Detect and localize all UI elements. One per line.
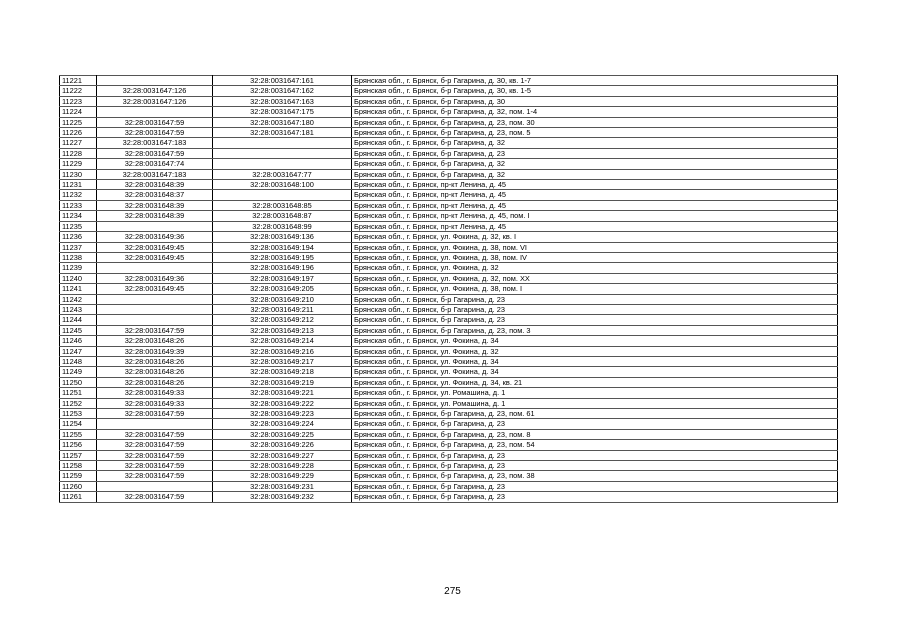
parent-cadastral-number-cell: 32:28:0031649:45	[97, 252, 213, 262]
parent-cadastral-number-cell: 32:28:0031647:59	[97, 440, 213, 450]
address-cell: Брянская обл., г. Брянск, б-р Гагарина, д. 23	[352, 461, 838, 471]
address-cell: Брянская обл., г. Брянск, б-р Гагарина, д. 23	[352, 450, 838, 460]
cadastral-number-cell: 32:28:0031649:205	[213, 284, 352, 294]
parent-cadastral-number-cell: 32:28:0031649:36	[97, 273, 213, 283]
table-row	[60, 128, 838, 138]
cadastral-number-cell: 32:28:0031649:194	[213, 242, 352, 252]
row-number-cell: 11247	[60, 346, 97, 356]
table-row	[60, 107, 838, 117]
cadastral-number-cell: 32:28:0031649:196	[213, 263, 352, 273]
address-cell: Брянская обл., г. Брянск, б-р Гагарина, д. 32	[352, 138, 838, 148]
address-cell: Брянская обл., г. Брянск, пр-кт Ленина, д. 45	[352, 190, 838, 200]
cadastral-number-cell: 32:28:0031649:218	[213, 367, 352, 377]
cadastral-number-cell: 32:28:0031648:99	[213, 221, 352, 231]
table-row	[60, 294, 838, 304]
address-cell: Брянская обл., г. Брянск, б-р Гагарина, д. 32, пом. 1-4	[352, 107, 838, 117]
row-number-cell: 11232	[60, 190, 97, 200]
parent-cadastral-number-cell: 32:28:0031648:26	[97, 356, 213, 366]
row-number-cell: 11241	[60, 284, 97, 294]
cadastral-number-cell: 32:28:0031649:231	[213, 481, 352, 491]
address-cell: Брянская обл., г. Брянск, пр-кт Ленина, д. 45, пом. I	[352, 211, 838, 221]
registry-table	[59, 75, 838, 503]
cadastral-number-cell: 32:28:0031649:213	[213, 325, 352, 335]
row-number-cell: 11227	[60, 138, 97, 148]
table-row	[60, 429, 838, 439]
parent-cadastral-number-cell: 32:28:0031647:183	[97, 138, 213, 148]
cadastral-number-cell: 32:28:0031647:162	[213, 86, 352, 96]
row-number-cell: 11254	[60, 419, 97, 429]
parent-cadastral-number-cell: 32:28:0031647:59	[97, 450, 213, 460]
cadastral-number-cell: 32:28:0031649:195	[213, 252, 352, 262]
table-row	[60, 409, 838, 419]
table-row	[60, 315, 838, 325]
address-cell: Брянская обл., г. Брянск, б-р Гагарина, д. 23, пом. 30	[352, 117, 838, 127]
parent-cadastral-number-cell: 32:28:0031649:36	[97, 232, 213, 242]
row-number-cell: 11250	[60, 377, 97, 387]
cadastral-number-cell: 32:28:0031649:221	[213, 388, 352, 398]
address-cell: Брянская обл., г. Брянск, ул. Ромашина, д. 1	[352, 398, 838, 408]
table-row	[60, 148, 838, 158]
row-number-cell: 11228	[60, 148, 97, 158]
parent-cadastral-number-cell: 32:28:0031647:59	[97, 471, 213, 481]
table-row	[60, 304, 838, 314]
row-number-cell: 11251	[60, 388, 97, 398]
page-number: 275	[444, 586, 461, 597]
row-number-cell: 11240	[60, 273, 97, 283]
table-row	[60, 190, 838, 200]
row-number-cell: 11260	[60, 481, 97, 491]
cadastral-number-cell: 32:28:0031649:212	[213, 315, 352, 325]
parent-cadastral-number-cell: 32:28:0031649:33	[97, 398, 213, 408]
row-number-cell: 11243	[60, 304, 97, 314]
parent-cadastral-number-cell	[97, 76, 213, 86]
table-row	[60, 346, 838, 356]
table-row	[60, 263, 838, 273]
cadastral-number-cell: 32:28:0031649:228	[213, 461, 352, 471]
cadastral-number-cell: 32:28:0031649:222	[213, 398, 352, 408]
row-number-cell: 11246	[60, 336, 97, 346]
address-cell: Брянская обл., г. Брянск, б-р Гагарина, д. 23	[352, 148, 838, 158]
row-number-cell: 11259	[60, 471, 97, 481]
row-number-cell: 11248	[60, 356, 97, 366]
parent-cadastral-number-cell: 32:28:0031648:39	[97, 180, 213, 190]
address-cell: Брянская обл., г. Брянск, ул. Фокина, д. 34	[352, 356, 838, 366]
address-cell: Брянская обл., г. Брянск, б-р Гагарина, д. 23	[352, 294, 838, 304]
parent-cadastral-number-cell: 32:28:0031647:126	[97, 96, 213, 106]
parent-cadastral-number-cell: 32:28:0031648:39	[97, 200, 213, 210]
parent-cadastral-number-cell	[97, 481, 213, 491]
table-row	[60, 440, 838, 450]
address-cell: Брянская обл., г. Брянск, б-р Гагарина, д. 32	[352, 169, 838, 179]
address-cell: Брянская обл., г. Брянск, б-р Гагарина, д. 32	[352, 159, 838, 169]
parent-cadastral-number-cell: 32:28:0031649:39	[97, 346, 213, 356]
table-row	[60, 180, 838, 190]
address-cell: Брянская обл., г. Брянск, б-р Гагарина, д. 30, кв. 1-5	[352, 86, 838, 96]
table-row	[60, 492, 838, 502]
cadastral-number-cell: 32:28:0031649:197	[213, 273, 352, 283]
cadastral-number-cell	[213, 138, 352, 148]
address-cell: Брянская обл., г. Брянск, ул. Фокина, д. 32, кв. I	[352, 232, 838, 242]
table-row	[60, 232, 838, 242]
address-cell: Брянская обл., г. Брянск, б-р Гагарина, д. 30	[352, 96, 838, 106]
cadastral-number-cell: 32:28:0031649:136	[213, 232, 352, 242]
parent-cadastral-number-cell	[97, 263, 213, 273]
address-cell: Брянская обл., г. Брянск, пр-кт Ленина, д. 45	[352, 180, 838, 190]
parent-cadastral-number-cell: 32:28:0031647:59	[97, 409, 213, 419]
parent-cadastral-number-cell: 32:28:0031647:59	[97, 492, 213, 502]
parent-cadastral-number-cell: 32:28:0031649:45	[97, 284, 213, 294]
address-cell: Брянская обл., г. Брянск, б-р Гагарина, д. 23, пом. 38	[352, 471, 838, 481]
parent-cadastral-number-cell: 32:28:0031647:59	[97, 117, 213, 127]
row-number-cell: 11256	[60, 440, 97, 450]
table-row	[60, 169, 838, 179]
cadastral-number-cell: 32:28:0031649:229	[213, 471, 352, 481]
row-number-cell: 11226	[60, 128, 97, 138]
address-cell: Брянская обл., г. Брянск, пр-кт Ленина, д. 45	[352, 200, 838, 210]
table-row	[60, 388, 838, 398]
table-row	[60, 86, 838, 96]
table-row	[60, 450, 838, 460]
row-number-cell: 11223	[60, 96, 97, 106]
cadastral-number-cell	[213, 148, 352, 158]
table-row	[60, 284, 838, 294]
table-row	[60, 221, 838, 231]
table-row	[60, 471, 838, 481]
parent-cadastral-number-cell	[97, 315, 213, 325]
cadastral-number-cell: 32:28:0031647:181	[213, 128, 352, 138]
cadastral-number-cell: 32:28:0031648:87	[213, 211, 352, 221]
address-cell: Брянская обл., г. Брянск, б-р Гагарина, д. 23	[352, 492, 838, 502]
address-cell: Брянская обл., г. Брянск, ул. Фокина, д. 38, пом. IV	[352, 252, 838, 262]
row-number-cell: 11231	[60, 180, 97, 190]
address-cell: Брянская обл., г. Брянск, б-р Гагарина, д. 23	[352, 481, 838, 491]
cadastral-number-cell: 32:28:0031649:211	[213, 304, 352, 314]
row-number-cell: 11252	[60, 398, 97, 408]
address-cell: Брянская обл., г. Брянск, б-р Гагарина, д. 23, пом. 8	[352, 429, 838, 439]
address-cell: Брянская обл., г. Брянск, ул. Фокина, д. 32	[352, 263, 838, 273]
table-row	[60, 367, 838, 377]
parent-cadastral-number-cell	[97, 419, 213, 429]
cadastral-number-cell: 32:28:0031647:77	[213, 169, 352, 179]
address-cell: Брянская обл., г. Брянск, ул. Фокина, д. 38, пом. VI	[352, 242, 838, 252]
parent-cadastral-number-cell	[97, 221, 213, 231]
row-number-cell: 11244	[60, 315, 97, 325]
row-number-cell: 11229	[60, 159, 97, 169]
cadastral-number-cell: 32:28:0031649:227	[213, 450, 352, 460]
cadastral-number-cell: 32:28:0031649:214	[213, 336, 352, 346]
row-number-cell: 11221	[60, 76, 97, 86]
row-number-cell: 11224	[60, 107, 97, 117]
cadastral-number-cell: 32:28:0031649:223	[213, 409, 352, 419]
table-row	[60, 138, 838, 148]
cadastral-number-cell: 32:28:0031649:224	[213, 419, 352, 429]
row-number-cell: 11230	[60, 169, 97, 179]
row-number-cell: 11242	[60, 294, 97, 304]
parent-cadastral-number-cell: 32:28:0031647:59	[97, 325, 213, 335]
address-cell: Брянская обл., г. Брянск, ул. Фокина, д. 38, пом. I	[352, 284, 838, 294]
table-row	[60, 461, 838, 471]
table-row	[60, 356, 838, 366]
row-number-cell: 11239	[60, 263, 97, 273]
table-row	[60, 398, 838, 408]
row-number-cell: 11234	[60, 211, 97, 221]
cadastral-number-cell: 32:28:0031648:85	[213, 200, 352, 210]
row-number-cell: 11225	[60, 117, 97, 127]
cadastral-number-cell: 32:28:0031649:226	[213, 440, 352, 450]
address-cell: Брянская обл., г. Брянск, б-р Гагарина, д. 30, кв. 1-7	[352, 76, 838, 86]
parent-cadastral-number-cell: 32:28:0031648:37	[97, 190, 213, 200]
cadastral-number-cell: 32:28:0031648:100	[213, 180, 352, 190]
address-cell: Брянская обл., г. Брянск, ул. Фокина, д. 32	[352, 346, 838, 356]
cadastral-number-cell: 32:28:0031647:175	[213, 107, 352, 117]
cadastral-number-cell	[213, 159, 352, 169]
parent-cadastral-number-cell: 32:28:0031648:26	[97, 336, 213, 346]
row-number-cell: 11222	[60, 86, 97, 96]
address-cell: Брянская обл., г. Брянск, пр-кт Ленина, д. 45	[352, 221, 838, 231]
parent-cadastral-number-cell: 32:28:0031648:26	[97, 377, 213, 387]
address-cell: Брянская обл., г. Брянск, ул. Ромашина, д. 1	[352, 388, 838, 398]
address-cell: Брянская обл., г. Брянск, б-р Гагарина, д. 23, пом. 3	[352, 325, 838, 335]
row-number-cell: 11255	[60, 429, 97, 439]
address-cell: Брянская обл., г. Брянск, ул. Фокина, д. 34, кв. 21	[352, 377, 838, 387]
parent-cadastral-number-cell	[97, 107, 213, 117]
table-row	[60, 481, 838, 491]
row-number-cell: 11249	[60, 367, 97, 377]
parent-cadastral-number-cell	[97, 304, 213, 314]
parent-cadastral-number-cell: 32:28:0031649:45	[97, 242, 213, 252]
row-number-cell: 11237	[60, 242, 97, 252]
address-cell: Брянская обл., г. Брянск, ул. Фокина, д. 34	[352, 367, 838, 377]
row-number-cell: 11238	[60, 252, 97, 262]
parent-cadastral-number-cell: 32:28:0031648:26	[97, 367, 213, 377]
row-number-cell: 11245	[60, 325, 97, 335]
cadastral-number-cell	[213, 190, 352, 200]
cadastral-number-cell: 32:28:0031649:210	[213, 294, 352, 304]
table-row	[60, 419, 838, 429]
parent-cadastral-number-cell	[97, 294, 213, 304]
address-cell: Брянская обл., г. Брянск, б-р Гагарина, д. 23, пом. 54	[352, 440, 838, 450]
cadastral-number-cell: 32:28:0031647:161	[213, 76, 352, 86]
cadastral-number-cell: 32:28:0031649:225	[213, 429, 352, 439]
address-cell: Брянская обл., г. Брянск, б-р Гагарина, д. 23	[352, 315, 838, 325]
table-row	[60, 242, 838, 252]
cadastral-number-cell: 32:28:0031649:232	[213, 492, 352, 502]
row-number-cell: 11258	[60, 461, 97, 471]
table-row	[60, 211, 838, 221]
parent-cadastral-number-cell: 32:28:0031647:59	[97, 148, 213, 158]
cadastral-number-cell: 32:28:0031649:216	[213, 346, 352, 356]
address-cell: Брянская обл., г. Брянск, ул. Фокина, д. 34	[352, 336, 838, 346]
address-cell: Брянская обл., г. Брянск, б-р Гагарина, д. 23	[352, 419, 838, 429]
address-cell: Брянская обл., г. Брянск, б-р Гагарина, д. 23	[352, 304, 838, 314]
cadastral-number-cell: 32:28:0031649:217	[213, 356, 352, 366]
row-number-cell: 11253	[60, 409, 97, 419]
table-row	[60, 325, 838, 335]
table-row	[60, 273, 838, 283]
parent-cadastral-number-cell: 32:28:0031647:59	[97, 128, 213, 138]
address-cell: Брянская обл., г. Брянск, б-р Гагарина, д. 23, пом. 61	[352, 409, 838, 419]
row-number-cell: 11233	[60, 200, 97, 210]
parent-cadastral-number-cell: 32:28:0031647:74	[97, 159, 213, 169]
row-number-cell: 11257	[60, 450, 97, 460]
parent-cadastral-number-cell: 32:28:0031648:39	[97, 211, 213, 221]
table-row	[60, 377, 838, 387]
parent-cadastral-number-cell: 32:28:0031647:183	[97, 169, 213, 179]
parent-cadastral-number-cell: 32:28:0031649:33	[97, 388, 213, 398]
address-cell: Брянская обл., г. Брянск, ул. Фокина, д. 32, пом. XX	[352, 273, 838, 283]
table-row	[60, 336, 838, 346]
address-cell: Брянская обл., г. Брянск, б-р Гагарина, д. 23, пом. 5	[352, 128, 838, 138]
cadastral-number-cell: 32:28:0031647:180	[213, 117, 352, 127]
table-row	[60, 117, 838, 127]
table-row	[60, 96, 838, 106]
table-row	[60, 76, 838, 86]
table-row	[60, 200, 838, 210]
row-number-cell: 11236	[60, 232, 97, 242]
cadastral-number-cell: 32:28:0031647:163	[213, 96, 352, 106]
table-row	[60, 252, 838, 262]
row-number-cell: 11261	[60, 492, 97, 502]
parent-cadastral-number-cell: 32:28:0031647:59	[97, 461, 213, 471]
row-number-cell: 11235	[60, 221, 97, 231]
registry-table-body	[60, 76, 838, 503]
parent-cadastral-number-cell: 32:28:0031647:59	[97, 429, 213, 439]
parent-cadastral-number-cell: 32:28:0031647:126	[97, 86, 213, 96]
table-row	[60, 159, 838, 169]
cadastral-number-cell: 32:28:0031649:219	[213, 377, 352, 387]
